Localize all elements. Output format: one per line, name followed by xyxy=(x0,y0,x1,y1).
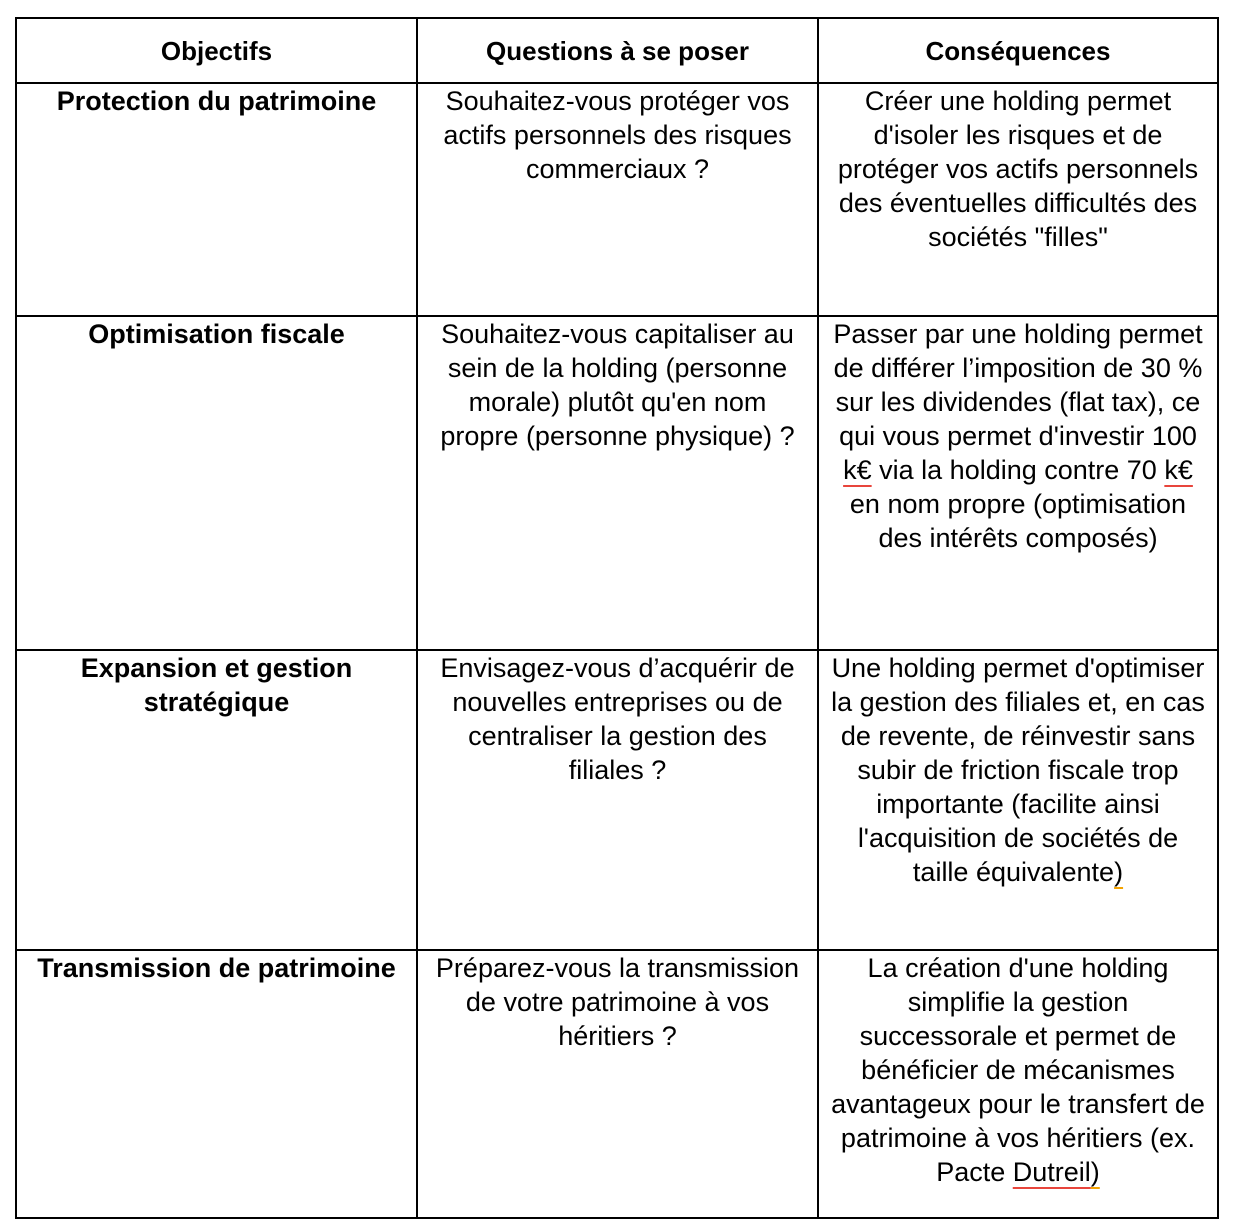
objective-cell: Optimisation fiscale xyxy=(16,316,417,650)
grammar-flagged-char[interactable]: ) xyxy=(1090,1157,1100,1187)
consequence-text: Une holding permet d'optimiser la gestion des filiales et, en cas de revente, de réinvestir sans subir de friction fiscale trop importante (facilite ainsi l'acquisition de sociétés de taille équivalente xyxy=(831,653,1205,887)
table-row xyxy=(16,950,1218,1218)
table-row xyxy=(16,650,1218,950)
table-row xyxy=(16,316,1218,650)
consequence-text: La création d'une holding simplifie la gestion successorale et permet de bénéficier de mécanismes avantageux pour le transfert de patrimoine à vos héritiers (ex. Pacte xyxy=(831,953,1205,1187)
holding-objectives-table xyxy=(15,17,1219,1219)
consequence-cell xyxy=(818,650,1218,950)
consequence-cell xyxy=(818,316,1218,650)
header-consequences: Conséquences xyxy=(818,18,1218,83)
grammar-flagged-char[interactable]: ) xyxy=(1114,857,1124,887)
spellcheck-flagged-word[interactable]: k€ xyxy=(843,455,872,485)
table-header-row xyxy=(16,18,1218,83)
objective-cell: Expansion et gestion stratégique xyxy=(16,650,417,950)
consequence-cell: Créer une holding permet d'isoler les risques et de protéger vos actifs personnels des éventuelles difficultés des sociétés "filles" xyxy=(818,83,1218,316)
consequence-cell xyxy=(818,950,1218,1218)
question-cell: Souhaitez-vous protéger vos actifs personnels des risques commerciaux ? xyxy=(417,83,818,316)
header-questions: Questions à se poser xyxy=(417,18,818,83)
question-cell: Souhaitez-vous capitaliser au sein de la holding (personne morale) plutôt qu'en nom propre (personne physique) ? xyxy=(417,316,818,650)
spellcheck-flagged-word[interactable]: Dutreil xyxy=(1012,1157,1091,1187)
objective-cell: Transmission de patrimoine xyxy=(16,950,417,1218)
consequence-text: Passer par une holding permet de différer l’imposition de 30 % sur les dividendes (flat tax), ce qui vous permet d'investir 100 xyxy=(833,319,1203,451)
table-row xyxy=(16,83,1218,316)
consequence-text: via la holding contre 70 xyxy=(871,455,1165,485)
spellcheck-flagged-word[interactable]: k€ xyxy=(1164,455,1193,485)
header-objectives: Objectifs xyxy=(16,18,417,83)
question-cell: Envisagez-vous d’acquérir de nouvelles entreprises ou de centraliser la gestion des filiales ? xyxy=(417,650,818,950)
objective-cell: Protection du patrimoine xyxy=(16,83,417,316)
question-cell: Préparez-vous la transmission de votre patrimoine à vos héritiers ? xyxy=(417,950,818,1218)
consequence-text: en nom propre (optimisation des intérêts composés) xyxy=(849,489,1187,553)
